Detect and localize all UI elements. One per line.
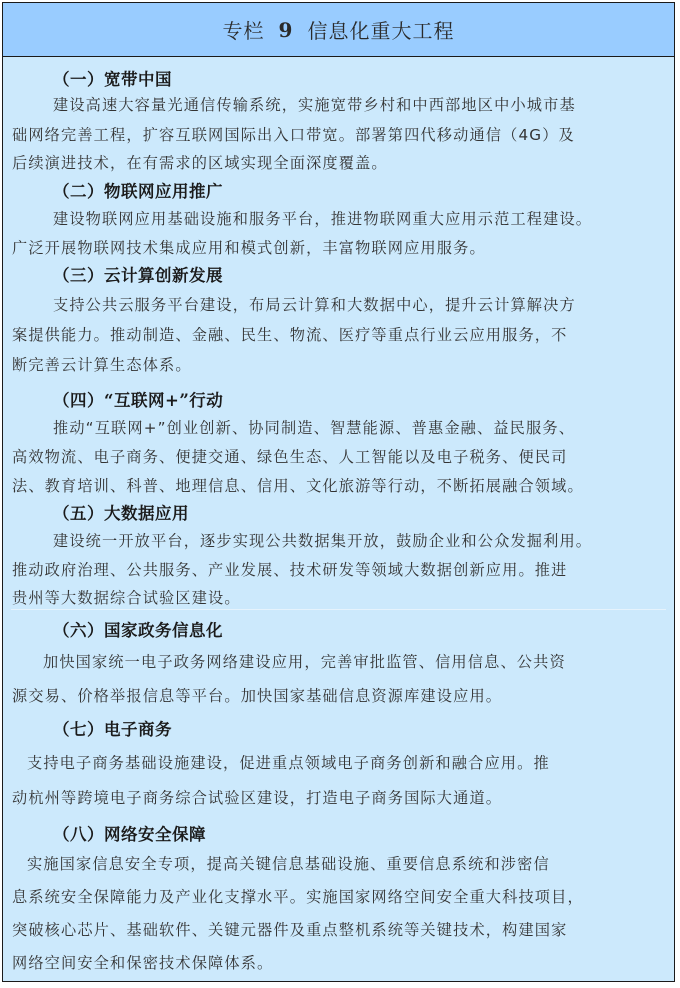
section-heading-iot: （二）物联网应用推广 <box>53 182 223 201</box>
paragraph-line: 动杭州等跨境电子商务综合试验区建设，打造电子商务国际大通道。 <box>12 789 503 807</box>
paragraph-line: 突破核心芯片、基础软件、关键元器件及重点整机系统等关键技术，构建国家 <box>12 921 568 939</box>
paragraph-line: 断完善云计算生态体系。 <box>12 356 192 374</box>
paragraph-line: 础网络完善工程，扩容互联网国际出入口带宽。部署第四代移动通信（4G）及 <box>12 126 575 144</box>
paragraph-line: 高效物流、电子商务、便捷交通、绿色生态、人工智能以及电子税务、便民司 <box>12 448 568 466</box>
title-text: 信息化重大工程 <box>307 19 455 43</box>
feature-column-panel <box>2 2 675 982</box>
section-heading-internet-plus: （四）“互联网+”行动 <box>53 391 224 410</box>
paragraph-line: 法、教育培训、科普、地理信息、信用、文化旅游等行动，不断拓展融合领域。 <box>12 477 584 495</box>
section-heading-broadband: （一）宽带中国 <box>53 70 172 89</box>
paragraph-line: 实施国家信息安全专项，提高关键信息基础设施、重要信息系统和涉密信 <box>27 855 550 873</box>
paragraph-line: 后续演进技术，在有需求的区域实现全面深度覆盖。 <box>12 154 388 172</box>
section-heading-e-commerce: （七）电子商务 <box>53 720 172 739</box>
paragraph-line: 支持电子商务基础设施建设，促进重点领域电子商务创新和融合应用。推 <box>27 754 550 772</box>
paragraph-line: 建设物联网应用基础设施和服务平台，推进物联网重大应用示范工程建设。 <box>53 210 593 228</box>
section-heading-cloud: （三）云计算创新发展 <box>53 266 223 285</box>
section-heading-big-data: （五）大数据应用 <box>53 504 189 523</box>
paragraph-line: 源交易、价格举报信息等平台。加快国家基础信息资源库建设应用。 <box>12 687 503 705</box>
title-prefix: 专栏 <box>222 19 265 43</box>
paragraph-line: 加快国家统一电子政务网络建设应用，完善审批监管、信用信息、公共资 <box>43 653 566 671</box>
paragraph-line: 贵州等大数据综合试验区建设。 <box>12 589 241 607</box>
section-heading-e-government: （六）国家政务信息化 <box>53 621 223 640</box>
panel-title <box>3 3 674 57</box>
paragraph-line: 支持公共云服务平台建设，布局云计算和大数据中心，提升云计算解决方 <box>53 296 576 314</box>
paragraph-line: 广泛开展物联网技术集成应用和模式创新，丰富物联网应用服务。 <box>12 239 486 257</box>
paragraph-line: 息系统安全保障能力及产业化支撑水平。实施国家网络空间安全重大科技项目， <box>12 888 584 906</box>
paragraph-line: 案提供能力。推动制造、金融、民生、物流、医疗等重点行业云应用服务，不 <box>12 326 568 344</box>
paragraph-line: 网络空间安全和保密技术保障体系。 <box>12 954 274 972</box>
paragraph-line: 建设高速大容量光通信传输系统，实施宽带乡村和中西部地区中小城市基 <box>53 96 576 114</box>
paragraph-line: 建设统一开放平台，逐步实现公共数据集开放，鼓励企业和公众发掘利用。 <box>53 532 593 550</box>
paragraph-line: 推动政府治理、公共服务、产业发展、技术研发等领域大数据创新应用。推进 <box>12 561 568 579</box>
title-number: 9 <box>278 17 294 42</box>
section-heading-cybersecurity: （八）网络安全保障 <box>53 825 206 844</box>
section-divider <box>11 609 666 610</box>
paragraph-line: 推动“互联网+”创业创新、协同制造、智慧能源、普惠金融、益民服务、 <box>53 419 576 437</box>
